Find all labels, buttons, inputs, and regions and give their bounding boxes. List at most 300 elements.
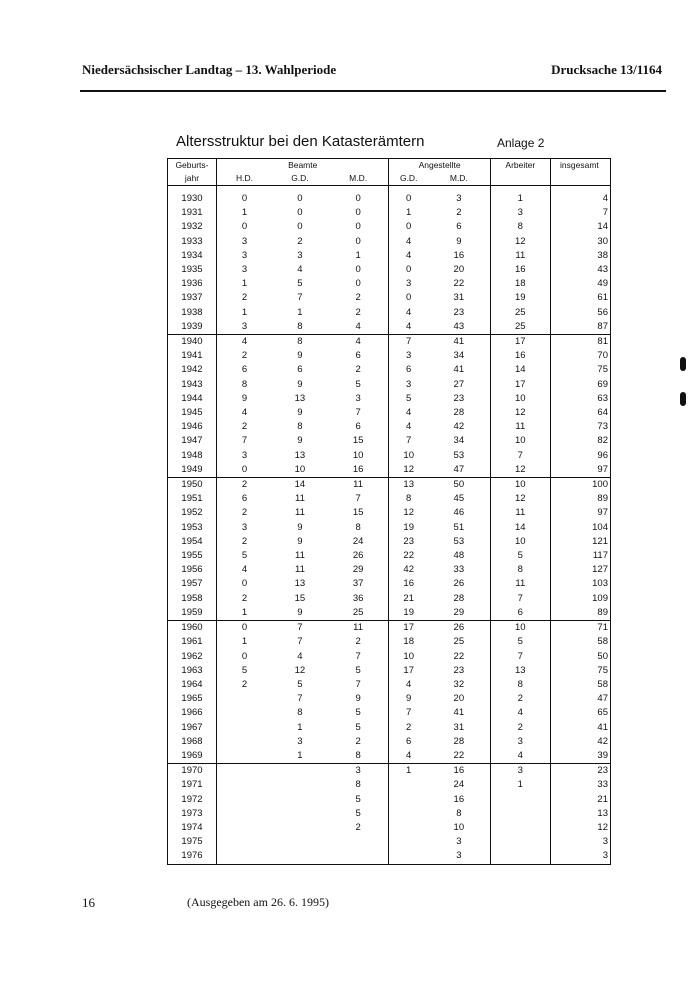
cell-angestellte-gd: 16 xyxy=(389,577,428,591)
header-arbeiter: Arbeiter xyxy=(490,159,550,173)
cell-beamte-md: 0 xyxy=(355,264,361,276)
cell-insgesamt: 33 xyxy=(550,778,610,792)
cell-angestellte-gd: 6 xyxy=(389,363,428,377)
cell-angestellte-md: 20 xyxy=(453,264,465,276)
cell-arbeiter: 4 xyxy=(490,749,550,764)
cell-beamte-hd: 2 xyxy=(241,507,248,519)
cell-angestellte-gd: 0 xyxy=(389,291,428,305)
cell-year: 1943 xyxy=(168,378,217,392)
cell-insgesamt: 39 xyxy=(550,749,610,764)
cell-beamte-md: 4 xyxy=(355,336,361,348)
cell-angestellte-gd: 4 xyxy=(389,235,428,249)
cell-arbeiter: 19 xyxy=(490,291,550,305)
cell-beamte-md: 37 xyxy=(352,578,364,590)
cell-beamte-md: 16 xyxy=(328,463,389,478)
cell-beamte-gd: 11 xyxy=(294,507,305,519)
cell-beamte-gd: 4 xyxy=(297,650,303,662)
cell-angestellte-gd: 4 xyxy=(389,420,428,434)
header-hd: H.D. xyxy=(216,172,272,186)
cell-beamte-gd: 7 xyxy=(297,292,303,304)
cell-year: 1963 xyxy=(168,664,217,678)
table-row xyxy=(168,635,611,649)
cell-arbeiter: 10 xyxy=(490,535,550,549)
cell-insgesamt: 7 xyxy=(550,206,610,220)
cell-angestellte-md: 25 xyxy=(453,636,465,648)
cell-arbeiter: 14 xyxy=(490,363,550,377)
cell-angestellte-gd: 13 xyxy=(389,478,428,493)
cell-angestellte-md: 9 xyxy=(456,235,462,247)
cell-angestellte-gd: 5 xyxy=(389,392,428,406)
cell-beamte-gd: 13 xyxy=(294,392,306,404)
cell-year: 1941 xyxy=(168,349,217,363)
cell-insgesamt: 89 xyxy=(550,606,610,621)
cell-year: 1945 xyxy=(168,406,217,420)
cell-beamte-gd: 1 xyxy=(297,306,303,318)
cell-angestellte-md: 53 xyxy=(453,535,465,547)
table-row xyxy=(168,478,611,493)
table-row xyxy=(168,706,611,720)
cell-year: 1935 xyxy=(168,263,217,277)
cell-angestellte-md: 23 xyxy=(453,392,465,404)
cell-angestellte-md: 34 xyxy=(453,435,465,447)
cell-beamte-gd: 2 xyxy=(297,235,303,247)
cell-year: 1956 xyxy=(168,563,217,577)
cell-beamte-md: 26 xyxy=(352,550,364,562)
cell-beamte-gd: 3 xyxy=(297,735,303,747)
cell-beamte-gd: 3 xyxy=(297,249,303,261)
cell-year: 1968 xyxy=(168,735,217,749)
cell-insgesamt: 96 xyxy=(550,449,610,463)
cell-year: 1936 xyxy=(168,277,217,291)
cell-beamte-gd: 5 xyxy=(297,278,303,290)
cell-beamte-hd: 2 xyxy=(241,350,248,362)
cell-beamte-md: 3 xyxy=(355,765,361,777)
cell-beamte-md: 0 xyxy=(355,207,361,219)
cell-arbeiter xyxy=(490,821,550,835)
page-number: 16 xyxy=(82,895,95,910)
cell-year: 1967 xyxy=(168,721,217,735)
cell-insgesamt: 69 xyxy=(550,378,610,392)
cell-beamte-gd: 11 xyxy=(294,493,305,505)
cell-beamte-md: 36 xyxy=(352,592,364,604)
cell-beamte-hd: 2 xyxy=(241,592,248,604)
cell-beamte-hd xyxy=(216,821,272,835)
cell-angestellte-md: 20 xyxy=(453,693,465,705)
cell-arbeiter: 1 xyxy=(490,192,550,206)
cell-arbeiter: 11 xyxy=(490,577,550,591)
cell-angestellte-gd: 4 xyxy=(389,249,428,263)
cell-insgesamt: 14 xyxy=(550,220,610,234)
cell-insgesamt: 97 xyxy=(550,463,610,478)
cell-angestellte-gd: 19 xyxy=(389,521,428,535)
cell-arbeiter: 5 xyxy=(490,635,550,649)
cell-beamte-hd: 1 xyxy=(241,278,248,290)
table-row xyxy=(168,563,611,577)
cell-angestellte-gd: 0 xyxy=(389,263,428,277)
cell-angestellte-md: 47 xyxy=(428,463,490,478)
cell-beamte-gd: 8 xyxy=(297,707,303,719)
cell-angestellte-md: 16 xyxy=(453,249,465,261)
cell-beamte-md: 0 xyxy=(355,278,361,290)
cell-arbeiter: 17 xyxy=(490,378,550,392)
header-parliament: Niedersächsischer Landtag – 13. Wahlperiode xyxy=(82,62,337,77)
table-row xyxy=(168,249,611,263)
cell-year: 1942 xyxy=(168,363,217,377)
cell-beamte-hd xyxy=(216,721,272,735)
cell-beamte-hd: 1 xyxy=(216,606,272,621)
cell-arbeiter: 13 xyxy=(490,664,550,678)
cell-beamte-md: 5 xyxy=(355,707,361,719)
cell-insgesamt: 3 xyxy=(550,849,610,864)
cell-arbeiter: 3 xyxy=(490,735,550,749)
cell-angestellte-gd: 21 xyxy=(389,592,428,606)
cell-insgesamt: 70 xyxy=(550,349,610,363)
cell-angestellte-md: 45 xyxy=(453,493,465,505)
cell-beamte-hd: 4 xyxy=(241,336,248,348)
cell-year: 1934 xyxy=(168,249,217,263)
cell-beamte-hd: 5 xyxy=(241,550,248,562)
cell-beamte-gd: 0 xyxy=(297,207,303,219)
cell-angestellte-gd: 6 xyxy=(389,735,428,749)
table-row xyxy=(168,392,611,406)
cell-beamte-hd: 2 xyxy=(241,292,248,304)
cell-angestellte-md: 31 xyxy=(453,292,465,304)
cell-beamte-gd xyxy=(272,821,328,835)
cell-beamte-hd: 0 xyxy=(216,463,272,478)
cell-year: 1974 xyxy=(168,821,217,835)
cell-beamte-gd: 9 xyxy=(297,378,303,390)
cell-arbeiter: 14 xyxy=(490,521,550,535)
table-row xyxy=(168,793,611,807)
cell-angestellte-md: 46 xyxy=(453,507,465,519)
cell-angestellte-md: 10 xyxy=(453,821,465,833)
binding-hole-mark xyxy=(680,357,686,371)
table-row xyxy=(168,306,611,320)
table-row xyxy=(168,492,611,506)
cell-beamte-gd: 4 xyxy=(297,264,303,276)
cell-year: 1975 xyxy=(168,835,217,849)
cell-angestellte-gd: 7 xyxy=(389,434,428,448)
cell-beamte-md: 25 xyxy=(328,606,389,621)
cell-angestellte-md: 22 xyxy=(453,650,465,662)
table-row xyxy=(168,735,611,749)
cell-beamte-md: 1 xyxy=(355,249,361,261)
cell-angestellte-md: 29 xyxy=(428,606,490,621)
cell-arbeiter xyxy=(490,835,550,849)
cell-insgesamt: 75 xyxy=(550,664,610,678)
cell-angestellte-md: 22 xyxy=(428,749,490,764)
table-row xyxy=(168,592,611,606)
table-row xyxy=(168,434,611,448)
cell-year: 1971 xyxy=(168,778,217,792)
cell-beamte-hd: 2 xyxy=(241,479,248,491)
cell-beamte-md: 2 xyxy=(355,306,361,318)
cell-insgesamt: 65 xyxy=(550,706,610,720)
cell-arbeiter: 16 xyxy=(490,349,550,363)
cell-insgesamt: 47 xyxy=(550,692,610,706)
cell-beamte-gd xyxy=(272,835,328,849)
table-row xyxy=(168,535,611,549)
cell-insgesamt: 100 xyxy=(550,478,610,493)
cell-angestellte-md: 3 xyxy=(456,193,462,204)
header-year-line2: jahr xyxy=(168,172,217,186)
cell-year: 1969 xyxy=(168,749,217,764)
cell-angestellte-gd xyxy=(389,793,428,807)
cell-insgesamt: 82 xyxy=(550,434,610,448)
cell-angestellte-md: 48 xyxy=(453,550,465,562)
cell-angestellte-md: 41 xyxy=(453,364,465,376)
table-row xyxy=(168,335,611,350)
table-row xyxy=(168,650,611,664)
cell-year: 1949 xyxy=(168,463,217,478)
table-row xyxy=(168,807,611,821)
table-row xyxy=(168,692,611,706)
cell-beamte-md xyxy=(328,849,389,864)
cell-beamte-md: 6 xyxy=(355,350,361,362)
cell-arbeiter xyxy=(490,793,550,807)
cell-beamte-gd: 11 xyxy=(294,550,305,562)
table-row xyxy=(168,320,611,335)
cell-insgesamt: 13 xyxy=(550,807,610,821)
annex-label: Anlage 2 xyxy=(497,136,545,150)
cell-beamte-gd: 9 xyxy=(297,350,303,362)
cell-arbeiter: 10 xyxy=(490,434,550,448)
cell-insgesamt: 41 xyxy=(550,721,610,735)
header-gd: G.D. xyxy=(272,172,328,186)
cell-beamte-gd: 11 xyxy=(294,564,305,576)
cell-beamte-gd: 9 xyxy=(297,435,303,447)
cell-angestellte-md: 32 xyxy=(453,678,465,690)
cell-arbeiter: 25 xyxy=(490,306,550,320)
cell-arbeiter: 12 xyxy=(490,492,550,506)
cell-angestellte-md: 34 xyxy=(453,350,465,362)
cell-beamte-md: 2 xyxy=(355,735,361,747)
cell-angestellte-md: 16 xyxy=(453,765,465,777)
cell-insgesamt: 23 xyxy=(550,764,610,779)
cell-angestellte-gd: 18 xyxy=(389,635,428,649)
cell-beamte-gd: 1 xyxy=(297,721,303,733)
cell-angestellte-gd xyxy=(389,807,428,821)
table-row xyxy=(168,449,611,463)
cell-arbeiter: 8 xyxy=(490,678,550,692)
cell-beamte-md: 4 xyxy=(328,320,389,335)
cell-angestellte-gd: 42 xyxy=(389,563,428,577)
cell-angestellte-md: 28 xyxy=(453,407,465,419)
cell-angestellte-gd: 12 xyxy=(389,506,428,520)
cell-year: 1947 xyxy=(168,434,217,448)
cell-beamte-md: 7 xyxy=(355,678,361,690)
table-row xyxy=(168,363,611,377)
cell-beamte-md: 15 xyxy=(352,507,364,519)
cell-beamte-gd: 8 xyxy=(272,320,328,335)
cell-beamte-gd: 13 xyxy=(294,449,306,461)
cell-year: 1932 xyxy=(168,220,217,234)
header-insgesamt: insgesamt xyxy=(550,159,610,173)
cell-beamte-md: 29 xyxy=(352,564,364,576)
cell-insgesamt: 56 xyxy=(550,306,610,320)
cell-beamte-hd: 3 xyxy=(241,521,248,533)
cell-insgesamt: 63 xyxy=(550,392,610,406)
cell-beamte-gd: 9 xyxy=(272,606,328,621)
cell-arbeiter: 25 xyxy=(490,320,550,335)
cell-beamte-hd xyxy=(216,764,272,779)
cell-beamte-hd: 3 xyxy=(241,449,248,461)
cell-arbeiter: 17 xyxy=(490,335,550,350)
cell-angestellte-gd: 4 xyxy=(389,749,428,764)
table-row xyxy=(168,220,611,234)
cell-beamte-hd xyxy=(216,793,272,807)
cell-angestellte-gd: 0 xyxy=(389,220,428,234)
cell-beamte-md: 5 xyxy=(355,807,361,819)
cell-beamte-gd xyxy=(272,764,328,779)
cell-beamte-gd: 1 xyxy=(272,749,328,764)
cell-beamte-hd: 0 xyxy=(241,193,248,204)
document-title: Altersstruktur bei den Katasterämtern xyxy=(176,133,425,150)
cell-year: 1950 xyxy=(168,478,217,493)
cell-beamte-hd: 0 xyxy=(241,622,248,634)
binding-hole-mark xyxy=(680,392,686,406)
table-row xyxy=(168,521,611,535)
cell-arbeiter: 10 xyxy=(490,478,550,493)
table-row xyxy=(168,349,611,363)
cell-angestellte-md: 53 xyxy=(453,449,465,461)
cell-year: 1970 xyxy=(168,764,217,779)
cell-beamte-hd: 1 xyxy=(241,207,248,219)
table-row xyxy=(168,263,611,277)
header-ang-gd: G.D. xyxy=(389,172,428,186)
cell-arbeiter: 10 xyxy=(490,621,550,636)
cell-angestellte-gd: 12 xyxy=(389,463,428,478)
cell-arbeiter: 2 xyxy=(490,721,550,735)
cell-insgesamt: 64 xyxy=(550,406,610,420)
cell-angestellte-md: 26 xyxy=(453,578,465,590)
cell-angestellte-md: 3 xyxy=(456,836,462,848)
cell-angestellte-md: 50 xyxy=(453,479,465,491)
cell-beamte-hd: 3 xyxy=(216,320,272,335)
cell-year: 1966 xyxy=(168,706,217,720)
cell-insgesamt: 103 xyxy=(550,577,610,591)
cell-beamte-gd: 0 xyxy=(297,193,303,204)
cell-beamte-md: 15 xyxy=(352,435,364,447)
cell-arbeiter: 8 xyxy=(490,563,550,577)
table-row xyxy=(168,678,611,692)
cell-year: 1961 xyxy=(168,635,217,649)
cell-year: 1953 xyxy=(168,521,217,535)
cell-angestellte-gd: 7 xyxy=(389,706,428,720)
cell-year: 1933 xyxy=(168,235,217,249)
cell-beamte-hd: 4 xyxy=(241,564,248,576)
cell-angestellte-gd: 22 xyxy=(389,549,428,563)
cell-beamte-md: 3 xyxy=(355,392,361,404)
cell-arbeiter: 12 xyxy=(490,235,550,249)
cell-beamte-hd: 5 xyxy=(241,664,248,676)
cell-year: 1946 xyxy=(168,420,217,434)
table-row xyxy=(168,463,611,478)
cell-beamte-gd: 8 xyxy=(297,421,303,433)
table-body xyxy=(168,186,611,865)
cell-beamte-gd: 0 xyxy=(297,221,303,233)
table-row xyxy=(168,235,611,249)
cell-beamte-md: 2 xyxy=(355,636,361,648)
cell-angestellte-gd: 7 xyxy=(389,335,428,350)
cell-angestellte-gd: 8 xyxy=(389,492,428,506)
cell-angestellte-gd: 3 xyxy=(389,378,428,392)
cell-beamte-gd xyxy=(272,793,328,807)
cell-beamte-hd: 1 xyxy=(241,636,248,648)
cell-beamte-md: 2 xyxy=(355,821,361,833)
cell-year: 1940 xyxy=(168,335,217,350)
cell-beamte-md: 24 xyxy=(352,535,364,547)
table-row xyxy=(168,291,611,305)
cell-beamte-md: 0 xyxy=(355,221,361,233)
cell-year: 1948 xyxy=(168,449,217,463)
table-row xyxy=(168,749,611,764)
cell-beamte-hd xyxy=(216,749,272,764)
cell-insgesamt: 12 xyxy=(550,821,610,835)
cell-angestellte-md: 16 xyxy=(453,793,465,805)
cell-arbeiter: 7 xyxy=(490,650,550,664)
cell-year: 1954 xyxy=(168,535,217,549)
cell-year: 1951 xyxy=(168,492,217,506)
table-row xyxy=(168,764,611,779)
cell-arbeiter: 8 xyxy=(490,220,550,234)
cell-year: 1952 xyxy=(168,506,217,520)
cell-beamte-md: 8 xyxy=(328,749,389,764)
cell-arbeiter: 16 xyxy=(490,263,550,277)
cell-beamte-md: 8 xyxy=(355,521,361,533)
cell-year: 1938 xyxy=(168,306,217,320)
cell-beamte-hd: 9 xyxy=(241,392,248,404)
table-row xyxy=(168,192,611,206)
cell-insgesamt: 109 xyxy=(550,592,610,606)
cell-year: 1962 xyxy=(168,650,217,664)
cell-year: 1957 xyxy=(168,577,217,591)
cell-angestellte-gd: 4 xyxy=(389,320,428,335)
cell-arbeiter: 11 xyxy=(490,506,550,520)
cell-insgesamt: 58 xyxy=(550,635,610,649)
cell-beamte-hd: 7 xyxy=(241,435,248,447)
cell-beamte-md: 8 xyxy=(355,779,361,791)
cell-beamte-md xyxy=(328,835,389,849)
cell-beamte-hd: 3 xyxy=(241,235,248,247)
cell-year: 1959 xyxy=(168,606,217,621)
cell-beamte-md: 9 xyxy=(355,693,361,705)
cell-year: 1973 xyxy=(168,807,217,821)
cell-beamte-hd: 0 xyxy=(241,221,248,233)
table-row xyxy=(168,821,611,835)
cell-beamte-hd xyxy=(216,835,272,849)
cell-beamte-hd: 2 xyxy=(241,535,248,547)
cell-insgesamt: 81 xyxy=(550,335,610,350)
cell-angestellte-gd: 10 xyxy=(389,449,428,463)
cell-year: 1937 xyxy=(168,291,217,305)
cell-angestellte-md: 6 xyxy=(456,221,462,233)
cell-angestellte-gd xyxy=(389,849,428,864)
cell-arbeiter: 3 xyxy=(490,206,550,220)
cell-angestellte-gd: 0 xyxy=(389,192,428,206)
cell-beamte-md: 7 xyxy=(355,493,361,505)
cell-beamte-hd: 6 xyxy=(241,364,248,376)
cell-beamte-hd: 3 xyxy=(241,264,248,276)
table-row xyxy=(168,506,611,520)
cell-angestellte-gd xyxy=(389,835,428,849)
cell-insgesamt: 89 xyxy=(550,492,610,506)
cell-arbeiter: 2 xyxy=(490,692,550,706)
cell-angestellte-md: 28 xyxy=(453,592,465,604)
cell-beamte-hd xyxy=(216,849,272,864)
cell-arbeiter: 12 xyxy=(490,463,550,478)
table-row xyxy=(168,721,611,735)
